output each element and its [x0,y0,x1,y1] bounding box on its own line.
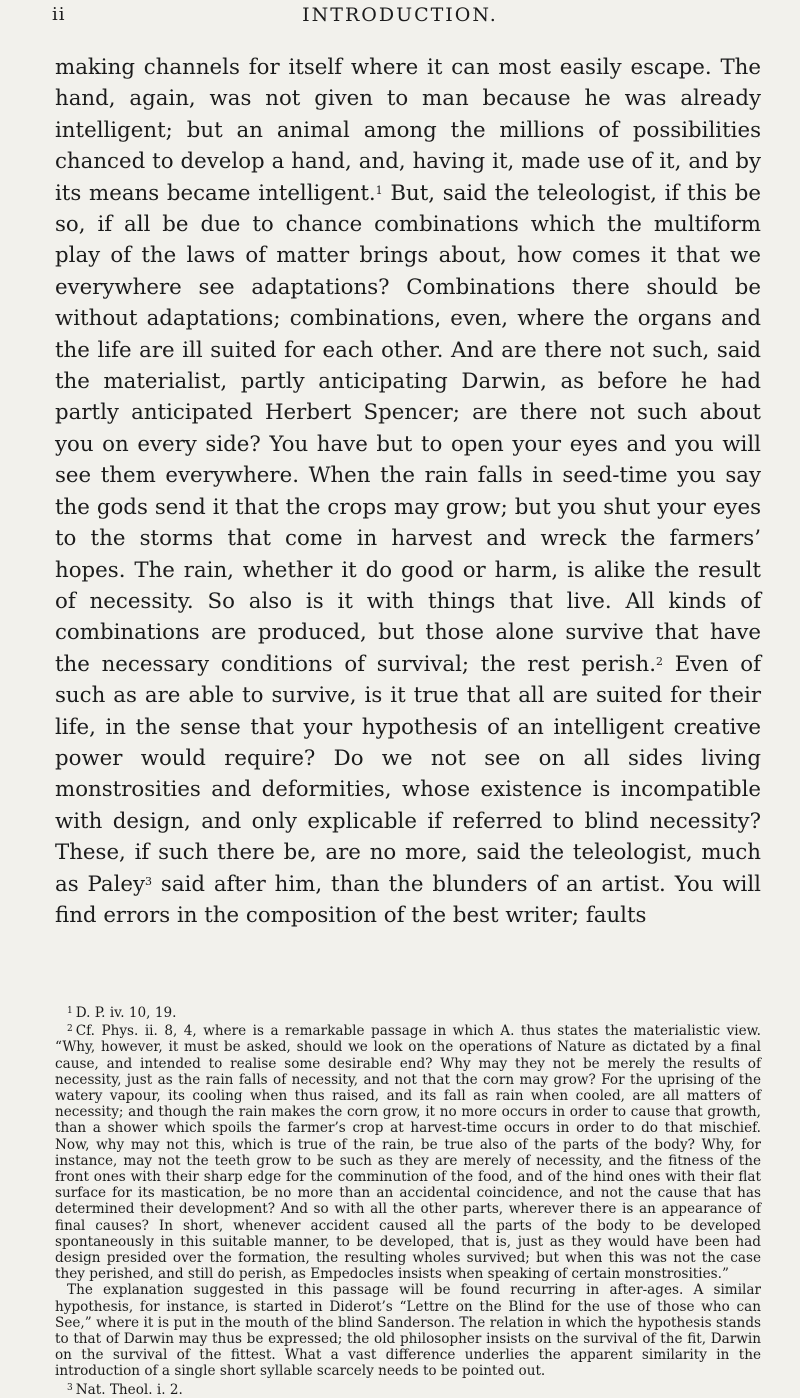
body-text-segment: But, said the teleologist, if this be so, if all be due to chance combinations which the multiform play of the laws of matter brings about, how comes it that we everywhere see adaptations? Combinations there should be without adaptations; combinations, even, where the organs and the life are ill suited for each other. And are there not such, said the materialist, partly anticipating Darwin, as before he had partly anticipated Herbert Spencer; are there not such about you on every side? You have but to open your eyes and you will see them everywhere. When the rain falls in seed-time you say the gods send it that the crops may grow; but you shut your eyes to the storms that come in harvest and wreck the farmers’ hopes. The rain, whether it do good or harm, is alike the result of necessity. So also is it with things that live. All kinds of combinations are produced, but those alone survive that have the necessary conditions of survival; the rest perish. [55,180,761,677]
footnote-reference: 1 [375,183,383,197]
footnote [55,1003,761,1021]
footnote-mark: 3 [67,1382,73,1393]
footnote-text: The explanation suggested in this passage will be found recurring in after-ages. A similar hypothesis, for instance, is started in Diderot’s “Lettre on the Blind for the use of those who can See,” where it is put in the mouth of the blind Sanderson. The relation in which the hypothesis stands to that of Darwin may thus be expressed; the old philosopher insists on the survival of the fit, Darwin on the survival of the fittest. What a vast difference underlies the apparent similarity in the introduction of a single short syllable scarcely needs to be pointed out. [55,1282,761,1380]
footnotes [55,1003,761,1398]
footnote [55,1021,761,1282]
footnote-continuation [55,1282,761,1379]
footnote-reference: 3 [145,874,153,888]
footnote [55,1380,761,1398]
footnote-reference: 2 [656,654,663,668]
footnote-text: Cf. Phys. ii. 8, 4, where is a remarkable passage in which A. thus states the materialistic view. “Why, however, it must be asked, should we look on the operations of Nature as dictated by a final cause, and intended to realise some desirable end? Why may they not be merely the results of necessity, just as the rain falls of necessity, and not that the corn may grow? For the uprising of the watery vapour, its cooling when thus raised, and its fall as rain when cooled, are all matters of necessity; and though the rain makes the corn grow, it no more occurs in order to cause that growth, than a shower which spoils the farmer’s crop at harvest-time occurs in order to do that mischief. Now, why may not this, which is true of the rain, be true also of the parts of the body? Why, for instance, may not the teeth grow to be such as they are merely of necessity, and the fitness of the front ones with their sharp edge for the comminution of the food, and of the hind ones with their flat surface for its mastication, be no more than an accidental coincidence, and not the cause that has determined their development? And so with all the other parts, wherever there is an appearance of final causes? In short, whenever accident caused all the parts of the body to be developed spontaneously in this suitable manner, to be developed, that is, just as they would have been had design presided over the formation, the resulting wholes survived; but when this was not the case they perished, and still do perish, as Empedocles insists when speaking of certain monstrosities.” [55,1023,761,1283]
body-text-segment: Even of such as are able to survive, is it true that all are suited for their life, in the sense that your hypothesis of an intelligent creative power would require? Do we not see on all sides living monstrosities and deformities, whose existence is incompatible with design, and only explicable if referred to blind necessity? These, if such there be, are no more, said the teleologist, much as Paley [55,651,761,897]
body-text-segment: said after him, than the blunders of an artist. You will find errors in the composition of the best writer; faults [55,871,761,928]
footnote-mark: 1 [67,1006,73,1016]
running-title: INTRODUCTION. [302,4,498,26]
page-header [0,0,800,46]
body-text-segment: making channels for itself where it can most easily escape. The hand, again, was not given to man because he was already intelligent; but an animal among the millions of possibilities chanced to develop a hand, and, having it, made use of it, and by its means became intelligent. [55,55,761,206]
footnote-mark: 2 [67,1024,73,1035]
body-paragraph [55,52,761,931]
footnote-text: Nat. Theol. i. 2. [75,1381,183,1398]
footnote-text: D. P. iv. 10, 19. [75,1005,177,1021]
page-number: ii [52,4,66,25]
